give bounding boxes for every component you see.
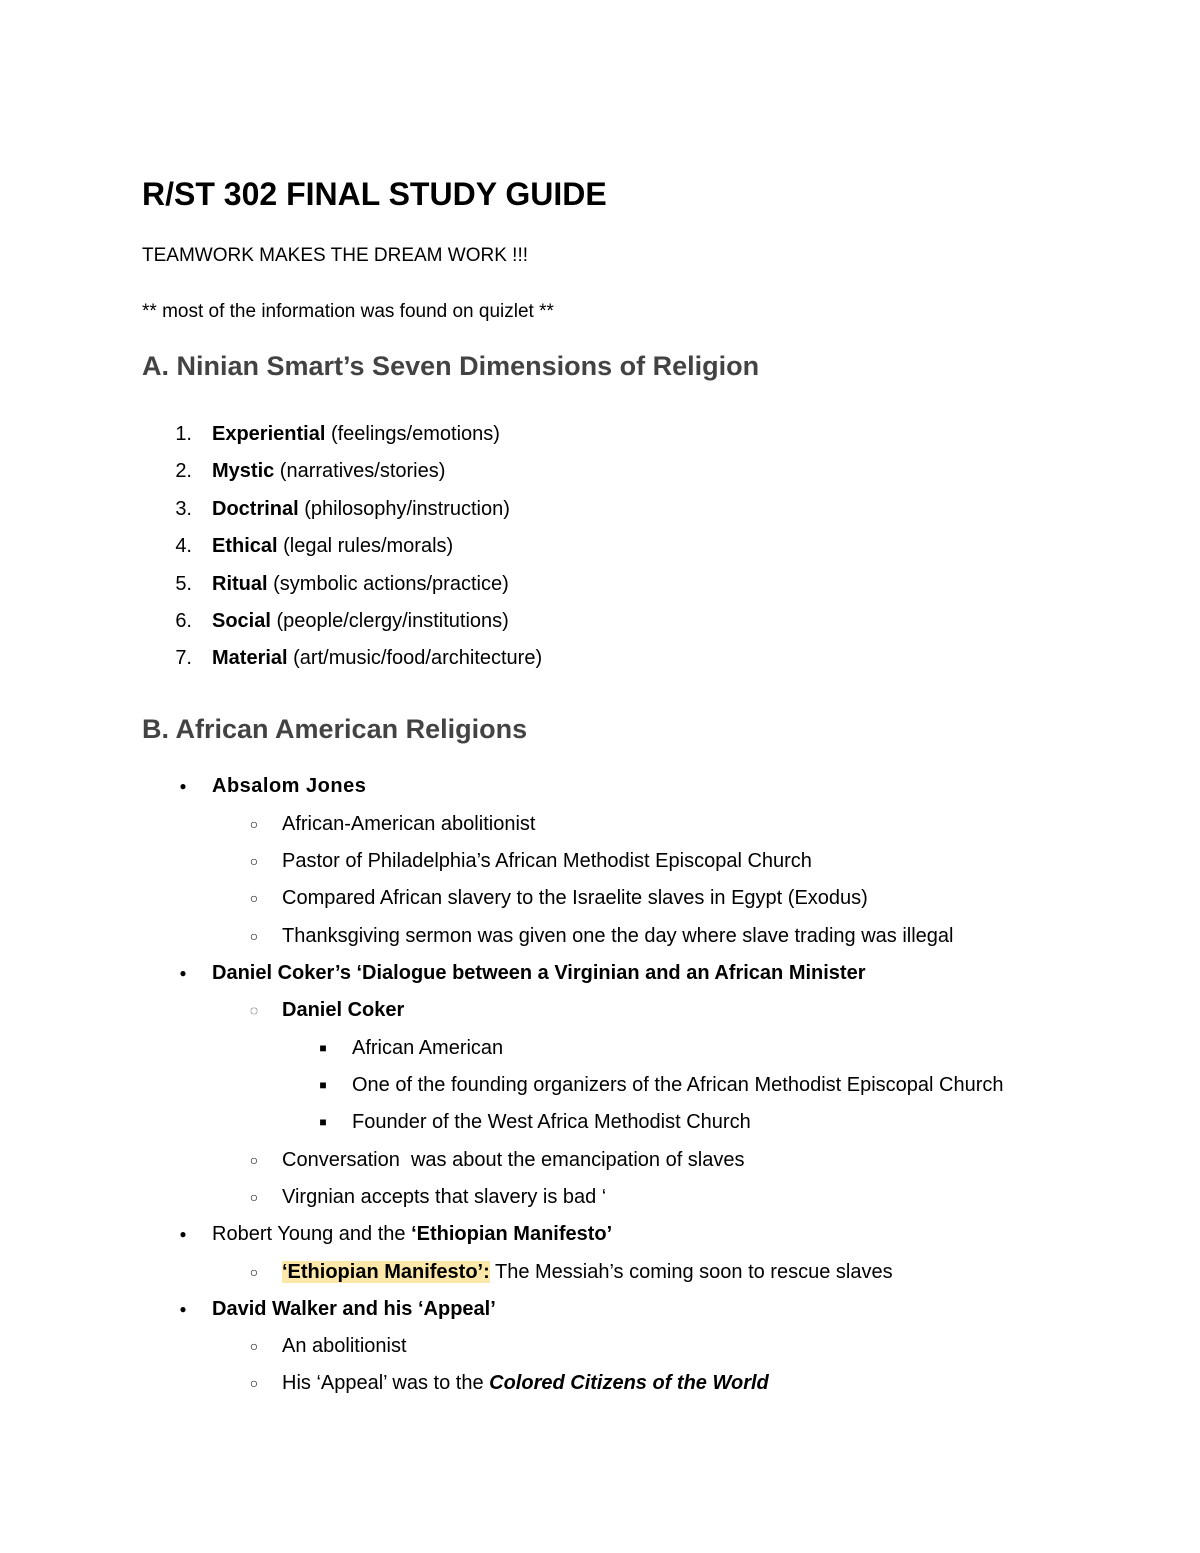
circle-bullet-icon: ○ [249,1152,259,1168]
list-number: 3. [175,498,192,520]
square-bullet-icon: ■ [319,1041,327,1055]
list-number: 1. [175,423,192,445]
bullet-icon: ● [179,1302,187,1316]
point-text: One of the founding organizers of the African Methodist Episcopal Church [352,1074,1004,1096]
circle-bullet-icon: ○ [249,928,259,944]
point-text: The Messiah’s coming soon to rescue slaves [489,1261,893,1283]
circle-bullet-icon: ○ [249,1189,259,1205]
point-text: African American [352,1037,504,1059]
point-text: Founder of the West Africa Methodist Church [352,1111,751,1133]
bullet-icon: ● [179,966,187,980]
emphasized-phrase: Colored Citizens of the World [489,1372,769,1394]
bullet-icon: ● [179,779,187,793]
circle-bullet-icon: ○ [249,816,259,832]
david-walker-title: David Walker and his ‘Appeal’ [212,1298,496,1320]
square-bullet-icon: ■ [319,1078,327,1092]
point-text: Conversation was about the emancipation of slaves [282,1149,745,1171]
point-text: Pastor of Philadelphia’s African Methodist Episcopal Church [282,850,812,872]
term: Experiential [212,423,326,445]
bullet-icon: ● [179,1227,187,1241]
point-text: Thanksgiving sermon was given one the day where slave trading was illegal [282,925,954,947]
document-title: R/ST 302 FINAL STUDY GUIDE [142,176,607,212]
list-number: 6. [175,610,192,632]
source-note: ** most of the information was found on quizlet ** [142,301,554,322]
square-bullet-icon: ■ [319,1115,327,1129]
section-a-heading: A. Ninian Smart’s Seven Dimensions of Religion [142,351,760,381]
point-text: His ‘Appeal’ was to the [282,1372,490,1394]
point-text: Virgnian accepts that slavery is bad ‘ [282,1186,607,1208]
term: Social [212,610,271,632]
term: Ethical [212,535,278,557]
circle-bullet-icon: ○ [249,1338,259,1354]
term: Doctrinal [212,498,299,520]
term: Material [212,647,288,669]
term-description: (art/music/food/architecture) [287,647,543,669]
circle-bullet-icon: ○ [249,1264,259,1280]
list-number: 4. [175,535,192,557]
term: Mystic [212,460,275,482]
term-description: (symbolic actions/practice) [267,573,509,595]
point-text: An abolitionist [282,1335,407,1357]
daniel-coker-subtitle: Daniel Coker [282,999,405,1021]
absalom-jones-title: Absalom Jones [212,775,367,797]
point-text: Compared African slavery to the Israelite slaves in Egypt (Exodus) [282,887,868,909]
coker-dialogue-title: Daniel Coker’s ‘Dialogue between a Virginian and an African Minister [212,962,866,984]
term: Ritual [212,573,268,595]
dotted-circle-icon: ◌ [249,1002,259,1018]
list-number: 7. [175,647,192,669]
circle-bullet-icon: ○ [249,890,259,906]
ethiopian-manifesto-title: ‘Ethiopian Manifesto’ [411,1223,613,1245]
term-description: (legal rules/morals) [277,535,454,557]
term-description: (feelings/emotions) [325,423,500,445]
circle-bullet-icon: ○ [249,1375,259,1391]
list-number: 5. [175,573,192,595]
highlighted-term: ‘Ethiopian Manifesto’: [282,1261,490,1283]
section-b-heading: B. African American Religions [142,714,528,744]
circle-bullet-icon: ○ [249,853,259,869]
term-description: (people/clergy/institutions) [270,610,509,632]
point-text: African-American abolitionist [282,813,536,835]
young-title-text: Robert Young and the [212,1223,412,1245]
term-description: (philosophy/instruction) [298,498,510,520]
list-number: 2. [175,460,192,482]
document-subtitle: TEAMWORK MAKES THE DREAM WORK !!! [142,245,529,266]
term-description: (narratives/stories) [274,460,446,482]
